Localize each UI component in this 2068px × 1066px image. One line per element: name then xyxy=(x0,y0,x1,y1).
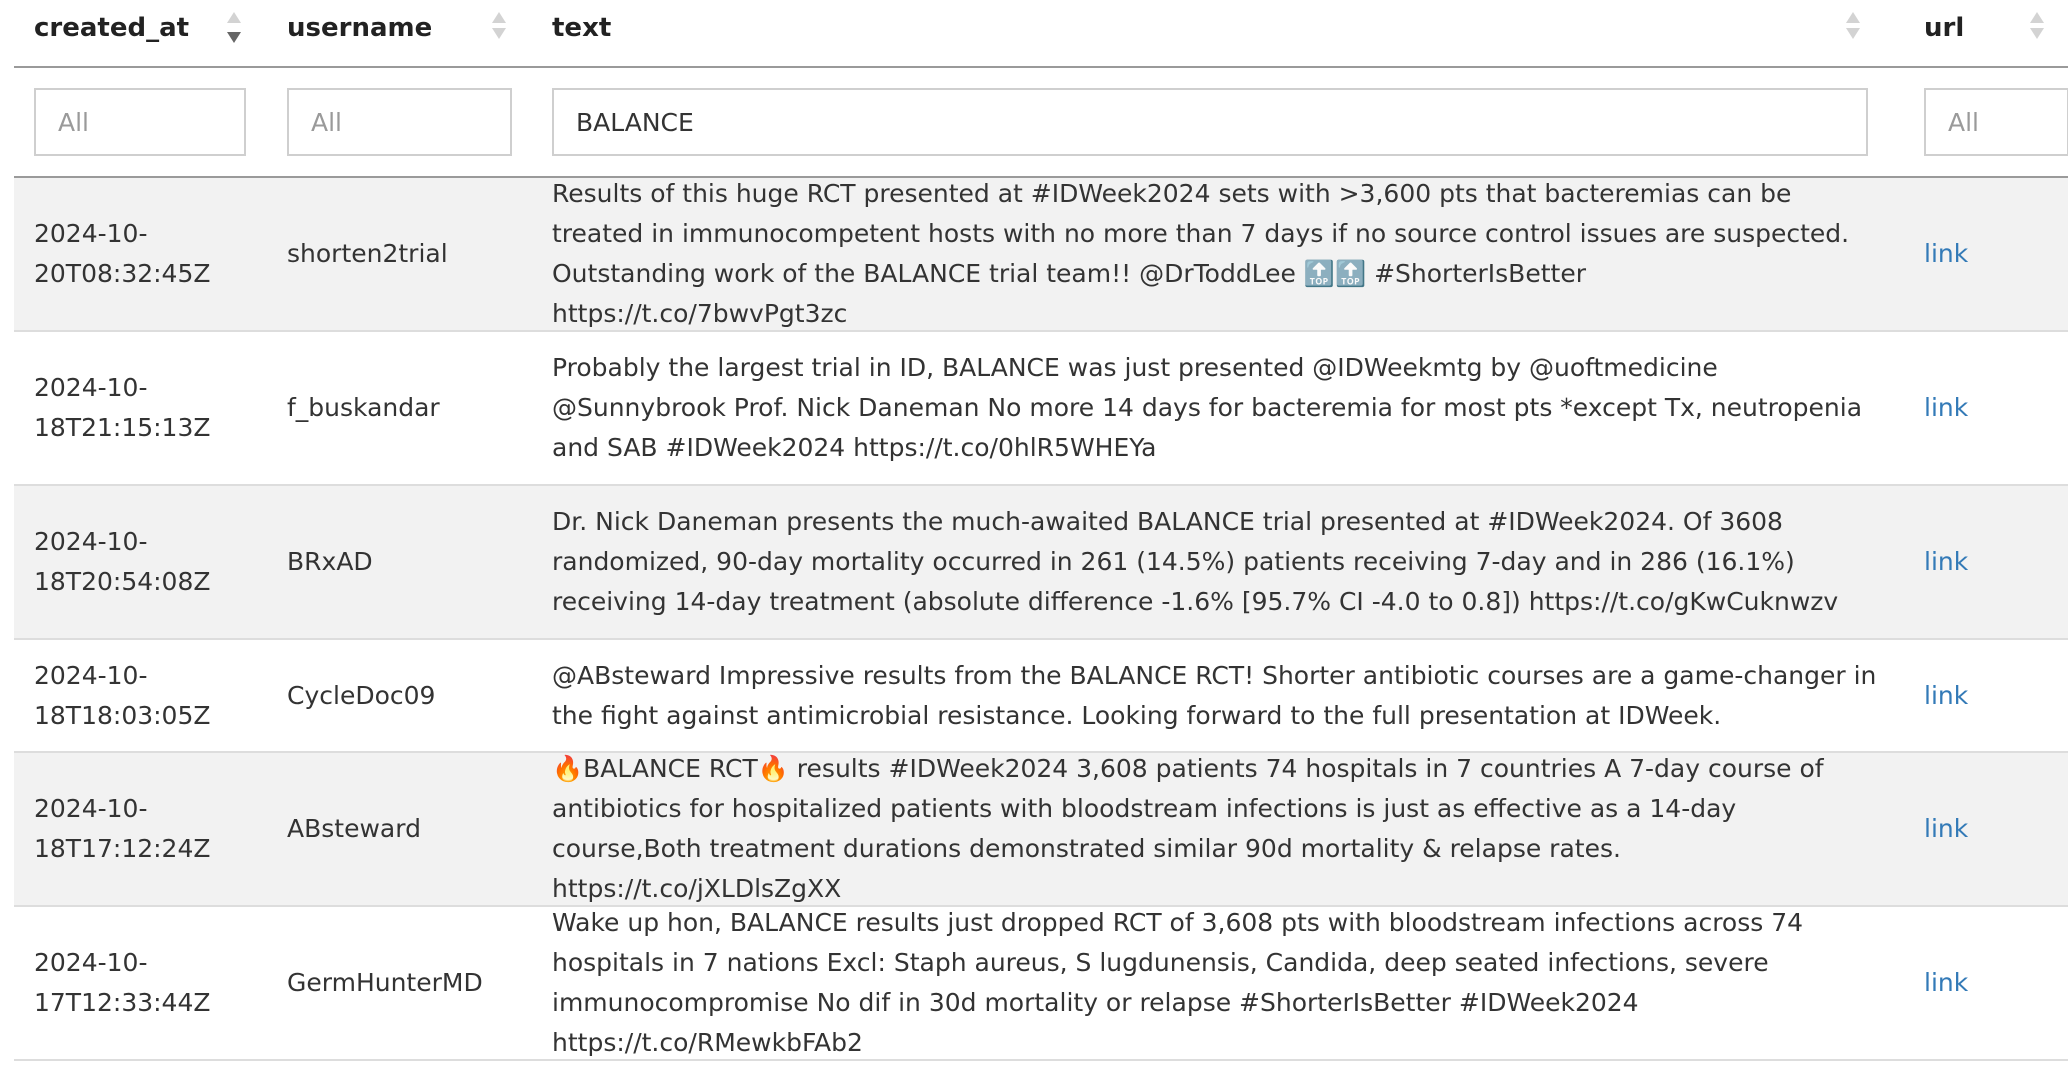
tweet-link[interactable]: link xyxy=(1924,814,1969,843)
column-header-username[interactable] xyxy=(267,0,532,68)
results-table xyxy=(14,0,2068,1061)
table-row xyxy=(14,332,2068,486)
sort-descending-icon[interactable] xyxy=(227,12,241,46)
created-at-cell: 2024-10-17T12:33:44Z xyxy=(34,948,211,1017)
username-filter-input[interactable] xyxy=(287,88,512,156)
tweet-link[interactable]: link xyxy=(1924,393,1969,422)
text-cell: Wake up hon, BALANCE results just dropped RCT of 3,608 pts with bloodstream infections across 74 hospitals in 7 nations Excl: Staph aureus, S lugdunensis, Candida, deep seated infections, severe immunocompromise No dif in 30d mortality or relapse #ShorterIsBetter #IDWeek2024 https://t.co/RMewkbFAb2 xyxy=(552,908,1804,1057)
text-cell: Probably the largest trial in ID, BALANCE was just presented @IDWeekmtg by @uoftmedicine @Sunnybrook Prof. Nick Daneman No more 14 days for bacteremia for most pts *except Tx, neutropenia and SAB #IDWeek2024 https://t.co/0hlR5WHEYa xyxy=(552,353,1863,462)
table-row xyxy=(14,907,2068,1061)
table-row xyxy=(14,753,2068,907)
sort-icon[interactable] xyxy=(1846,12,1860,46)
text-cell: Results of this huge RCT presented at #IDWeek2024 sets with >3,600 pts that bacteremias can be treated in immunocompetent hosts with no more than 7 days if no source control issues are suspected. Outstanding work of the BALANCE trial team!! @DrToddLee 🔝🔝 #ShorterIsBetter https://t.co/7bwvPgt3zc xyxy=(552,179,1850,328)
created-at-cell: 2024-10-18T17:12:24Z xyxy=(34,794,211,863)
tweet-link[interactable]: link xyxy=(1924,239,1969,268)
tweet-link[interactable]: link xyxy=(1924,547,1969,576)
username-cell: BRxAD xyxy=(287,547,373,576)
username-cell: CycleDoc09 xyxy=(287,680,436,710)
sort-icon[interactable] xyxy=(492,12,506,46)
column-header-created-at[interactable] xyxy=(14,0,267,68)
table-header xyxy=(14,0,2068,68)
filter-row xyxy=(14,68,2068,178)
column-header-label: username xyxy=(287,13,433,43)
column-header-label: url xyxy=(1924,13,1965,43)
column-header-label: text xyxy=(552,13,612,43)
created-at-cell: 2024-10-18T20:54:08Z xyxy=(34,527,211,596)
created-at-cell: 2024-10-20T08:32:45Z xyxy=(34,219,211,288)
username-cell: GermHunterMD xyxy=(287,968,483,997)
table-row xyxy=(14,178,2068,332)
created-at-cell: 2024-10-18T18:03:05Z xyxy=(34,660,211,730)
sort-icon[interactable] xyxy=(2030,12,2044,46)
tweet-link[interactable]: link xyxy=(1924,968,1969,997)
url-filter-input[interactable] xyxy=(1924,88,2068,156)
table-row xyxy=(14,486,2068,640)
table-row xyxy=(14,640,2068,753)
username-cell: ABsteward xyxy=(287,814,421,843)
created-at-cell: 2024-10-18T21:15:13Z xyxy=(34,373,211,442)
tweet-link[interactable]: link xyxy=(1924,680,1969,710)
column-header-label: created_at xyxy=(34,13,190,43)
text-cell: Dr. Nick Daneman presents the much-awaited BALANCE trial presented at #IDWeek2024. Of 3608 randomized, 90-day mortality occurred in 261 (14.5%) patients receiving 7-day and in 286 (16.1%) receiving 14-day treatment (absolute difference -1.6% [95.7% CI -4.0 to 0.8]) https://t.co/gKwCuknwzv xyxy=(552,507,1839,616)
username-cell: f_buskandar xyxy=(287,393,440,422)
column-header-url[interactable] xyxy=(1904,0,2068,68)
created-at-filter-input[interactable] xyxy=(34,88,246,156)
text-cell: @ABsteward Impressive results from the BALANCE RCT! Shorter antibiotic courses are a game-changer in the fight against antimicrobial resistance. Looking forward to the full presentation at IDWeek. xyxy=(552,660,1877,730)
column-header-text[interactable] xyxy=(532,0,1904,68)
text-filter-input[interactable] xyxy=(552,88,1868,156)
username-cell: shorten2trial xyxy=(287,239,448,268)
text-cell: 🔥BALANCE RCT🔥 results #IDWeek2024 3,608 patients 74 hospitals in 7 countries A 7-day course of antibiotics for hospitalized patients with bloodstream infections is just as effective as a 14-day course,Both treatment durations demonstrated similar 90d mortality & relapse rates. https://t.co/jXLDlsZgXX xyxy=(552,754,1824,903)
